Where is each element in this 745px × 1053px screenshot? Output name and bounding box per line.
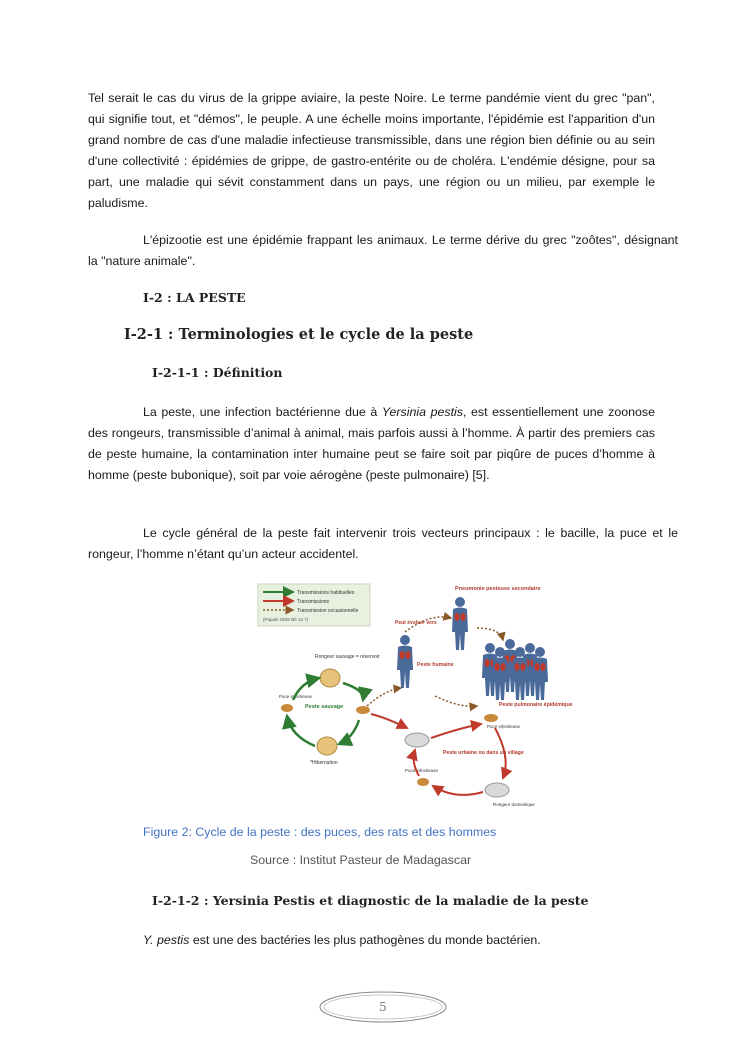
plague-cycle-figure — [255, 578, 573, 810]
paragraph-epizootie — [88, 230, 678, 272]
label-rongeur-sauvage: Rongeur sauvage = réservoir — [315, 654, 380, 660]
page-number-badge — [318, 990, 448, 1024]
flea-icon-top — [281, 704, 293, 712]
arrow-sylvatic-2 — [339, 720, 359, 744]
domestic-rodent-icon — [485, 783, 509, 797]
arrow-sylvatic-3 — [287, 716, 315, 746]
figure-source: Source : Institut Pasteur de Madagascar — [250, 853, 472, 867]
arrow-sylvatic-1 — [343, 683, 363, 700]
paragraph-ypestis — [143, 930, 663, 951]
definition-text-b: , est essentiellement une zoonose des rongeurs, transmissible d’animal à animal, mais parfois aussi à l’homme. À partir des premiers cas de peste humaine, la contamination inter humaine peut se faire soit par piqûre de puces d’homme à homme (peste bubonique), soit par voie aérogène (peste pulmonaire) [5]. — [88, 405, 655, 482]
cycle-text: Le cycle général de la peste fait intervenir trois vecteurs principaux : le bacille, la puce et le rongeur, l’homme n’étant qu’un acteur accidentel. — [88, 526, 678, 561]
label-peste-pulmonaire: Peste pulmonaire épidémique — [499, 702, 573, 708]
label-hibernation: *Hibernation — [310, 760, 338, 766]
figure-caption: Figure 2: Cycle de la peste : des puces, des rats et des hommes — [143, 825, 497, 839]
heading-definition: I-2-1-1 : Définition — [152, 365, 283, 380]
paragraph-pandemie: Tel serait le cas du virus de la grippe aviaire, la peste Noire. Le terme pandémie vient du grec "pan", qui signifie tout, et "démos", le peuple. A une échelle moins importante, l'épidémie est l'apparition d'un grand nombre de cas d'une maladie infectieuse transmissible, dans une région bien définie ou au sein d'une collectivité : épidémies de grippe, de gastro-entérite ou de choléra. L'endémie désigne, pour sa part, une maladie qui sévit constamment dans un pays, une région ou un milieu, par exemple le paludisme. — [88, 91, 655, 210]
arrow-urban-3 — [433, 786, 483, 795]
human-plague-icon — [397, 635, 413, 688]
human-pneumonia-icon — [452, 597, 468, 650]
legend-label-2: Transmissions — [297, 599, 330, 605]
arrow-wild-to-urban — [371, 714, 407, 728]
label-puce-infectieuse-bottom: Puce infectieuse — [405, 768, 439, 773]
plague-cycle-diagram — [255, 578, 573, 810]
arrow-wild-to-human — [367, 688, 401, 706]
label-puce-infectieuse-right: Puce infectieuse — [487, 724, 521, 729]
arrow-to-epidemic — [477, 628, 503, 640]
urban-rat-icon — [405, 733, 429, 747]
label-puce-infectieuse-left: Puce infectieuse — [279, 694, 313, 699]
hibernating-rodent-icon — [317, 737, 337, 755]
label-peste-humaine: Peste humaine — [417, 662, 454, 668]
label-peste-sauvage: Peste sauvage — [305, 704, 344, 710]
arrow-human-to-flea — [435, 696, 477, 706]
paragraph-epizootie-text: L'épizootie est une épidémie frappant les animaux. Le terme dérive du grec "zoôtes", désignant la "nature animale". — [88, 233, 678, 268]
legend-label-3: Transmission occasionnelle — [297, 608, 359, 614]
heading-la-peste: I-2 : LA PESTE — [143, 290, 246, 305]
yersinia-italic: Yersinia pestis — [381, 405, 463, 419]
heading-terminologies: I-2-1 : Terminologies et le cycle de la peste — [124, 326, 474, 343]
legend-source: (Papalo OMS Bé 12 ?) — [263, 617, 309, 622]
legend-label-1: Transmissions habituelles — [297, 590, 355, 596]
wild-rodent-icon — [320, 669, 340, 687]
definition-text-a: La peste, une infection bactérienne due à — [143, 405, 382, 419]
page-number: 5 — [379, 1000, 387, 1014]
flea-icon-left — [356, 706, 370, 714]
label-peste-urbaine: Peste urbaine ou dans un village — [443, 750, 524, 756]
flea-icon-bottom — [417, 778, 429, 786]
label-peut-evoluer: Peut évoluer vers — [395, 620, 437, 626]
flea-icon-right — [484, 714, 498, 722]
ypestis-text: est une des bactéries les plus pathogènes du monde bactérien. — [189, 933, 541, 947]
heading-yersinia: I-2-1-2 : Yersinia Pestis et diagnostic de la maladie de la peste — [152, 893, 589, 908]
paragraph-cycle — [88, 523, 678, 565]
label-pneumonie: Pneumonie pesteuse secondaire — [455, 586, 541, 592]
paragraph-definition — [88, 402, 655, 486]
arrow-urban-1 — [431, 724, 481, 738]
label-rongeur-domestique: Rongeur domestique — [493, 802, 535, 807]
ypestis-italic: Y. pestis — [143, 933, 190, 947]
